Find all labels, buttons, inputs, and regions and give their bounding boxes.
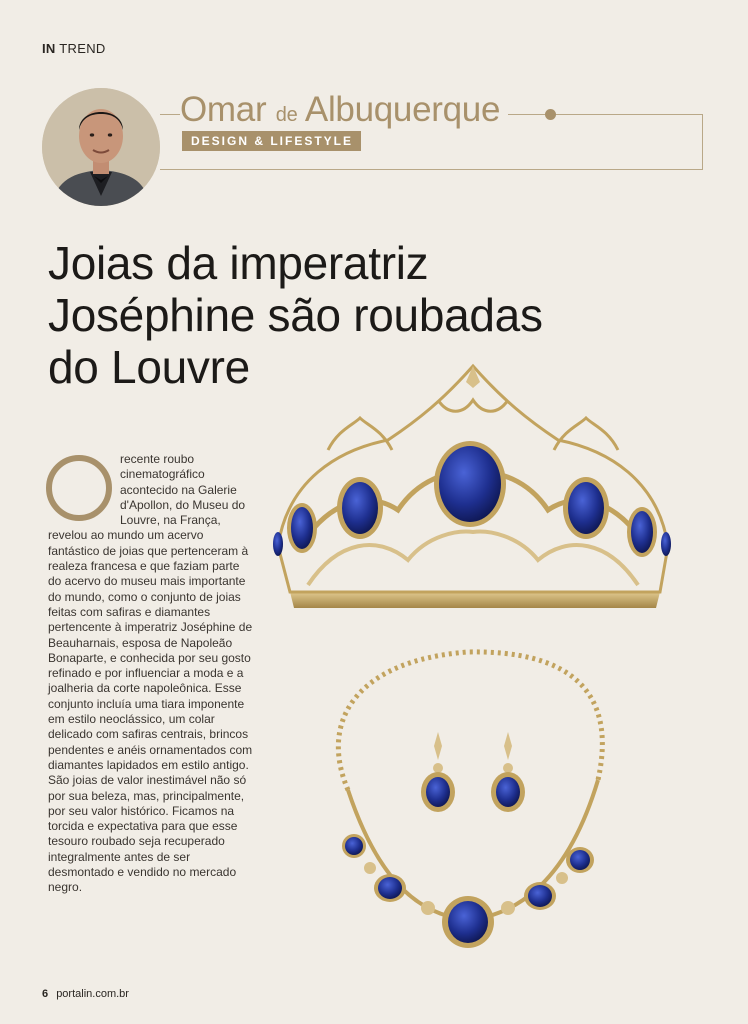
decorative-dot	[545, 109, 556, 120]
article-body	[48, 452, 253, 896]
section-label-text: TREND	[59, 41, 106, 56]
necklace-image	[338, 652, 602, 948]
jewelry-photo	[268, 360, 678, 960]
author-avatar	[42, 88, 160, 206]
tiara-image	[273, 366, 671, 608]
page-footer	[42, 988, 129, 1000]
headline-line-2: Joséphine são roubadas	[48, 289, 543, 341]
headline-line-3: do Louvre	[48, 341, 250, 393]
section-label	[42, 41, 106, 56]
author-name	[180, 90, 508, 130]
author-last-name: Albuquerque	[304, 90, 501, 129]
earrings-image	[421, 732, 525, 812]
article-body-text: recente roubo cinematográfico acontecido na Galerie d'Apollon, do Museu do Louvre, na França, revelou ao mundo um acervo fantástico de joias que pertenceram à realeza francesa e que faziam parte do acervo do museu mais importante do mundo, como o conjunto de joias feitas com safiras e diamantes pertencente à imperatriz Joséphine de Beauharnais, esposa de Napoleão Bonaparte, e conhecida por seu gosto refinado e por influenciar a moda e a joalheria da corte napoleônica. Esse conjunto incluía uma tiara imponente em estilo neoclássico, um colar delicado com safiras centrais, brincos pendentes e anéis ornamentados com diamantes lapidados em estilo antigo. São joias de valor inestimável não só por sua beleza, mas, principalmente, por seu valor histórico. Ficamos na torcida e expectativa para que esse tesouro roubado seja recuperado integralmente antes de ser desmontado e vendido no mercado negro.	[48, 452, 253, 895]
author-tagline: DESIGN & LIFESTYLE	[182, 131, 361, 151]
footer-site-link[interactable]: portalin.com.br	[56, 988, 129, 1000]
author-name-particle: de	[275, 104, 298, 126]
headline-line-1: Joias da imperatriz	[48, 237, 429, 289]
page-number: 6	[42, 988, 49, 1000]
author-first-name: Omar	[180, 90, 267, 129]
section-label-bold: IN	[42, 41, 56, 56]
drop-cap-o	[46, 455, 112, 521]
